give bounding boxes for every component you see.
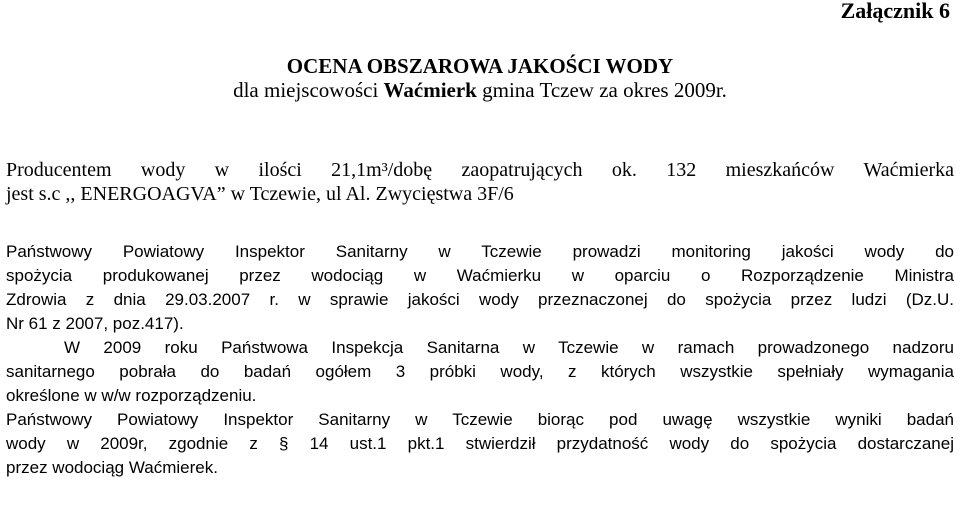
paragraph-line: Nr 61 z 2007, poz.417). — [6, 314, 184, 333]
intro-line-2: jest s.c ,, ENERGOAGVA” w Tczewie, ul Al. Zwycięstwa 3F/6 — [6, 183, 514, 205]
paragraph-line: Państwowy Powiatowy Inspektor Sanitarny w Tczewie biorąc pod uwagę wszystkie wyniki badań — [6, 410, 954, 429]
attachment-label: Załącznik 6 — [840, 0, 950, 23]
intro-line-1 — [6, 158, 954, 182]
paragraph-line: wody w 2009r, zgodnie z § 14 ust.1 pkt.1 stwierdził przydatność wody do spożycia dostarczanej — [6, 434, 954, 453]
paragraph-line: przez wodociąg Waćmierek. — [6, 458, 218, 477]
paragraph-line: Państwowy Powiatowy Inspektor Sanitarny w Tczewie prowadzi monitoring jakości wody do — [6, 242, 954, 261]
subtitle-prefix: dla miejscowości — [233, 78, 384, 102]
paragraph-line: W 2009 roku Państwowa Inspekcja Sanitarna w Tczewie w ramach prowadzonego nadzoru — [64, 338, 954, 357]
paragraph-monitoring — [6, 240, 954, 336]
paragraph-conclusion — [6, 408, 954, 480]
paragraph-line: określone w w/w rozporządzeniu. — [6, 386, 257, 405]
document-title: OCENA OBSZAROWA JAKOŚCI WODY — [286, 54, 674, 78]
document-subtitle — [0, 78, 960, 103]
paragraph-inspection — [6, 336, 954, 408]
paragraph-line: sanitarnego pobrała do badań ogółem 3 próbki wody, z których wszystkie spełniały wymagania — [6, 362, 954, 381]
subtitle-suffix: gmina Tczew za okres 2009r. — [476, 78, 727, 102]
intro-text-1: Producentem wody w ilości 21,1m³/dobę zaopatrujących ok. 132 mieszkańców Waćmierka — [6, 159, 954, 181]
paragraph-line: Zdrowia z dnia 29.03.2007 r. w sprawie jakości wody przeznaczonej do spożycia przez ludzi (Dz.U. — [6, 290, 954, 309]
subtitle-place: Waćmierk — [383, 78, 477, 102]
paragraph-line: spożycia produkowanej przez wodociąg w Waćmierku w oparciu o Rozporządzenie Ministra — [6, 266, 954, 285]
